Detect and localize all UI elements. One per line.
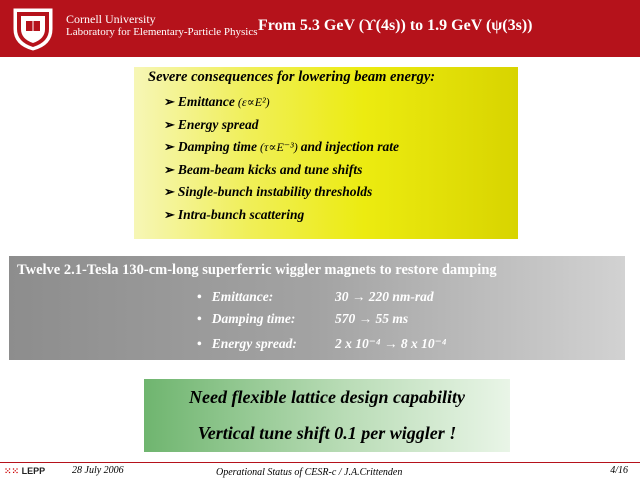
footer-date: 28 July 2006 (72, 465, 124, 476)
page-number: 4/16 (610, 465, 628, 476)
consequences-list (164, 91, 399, 226)
wiggler-heading: Twelve 2.1-Tesla 130-cm-long superferric wiggler magnets to restore damping (17, 262, 497, 278)
wiggler-row-energy-spread: • Energy spread: 2 x 10⁻⁴ → 8 x 10⁻⁴ (197, 336, 447, 351)
org-line-1: Cornell University (66, 12, 156, 26)
consequences-box (134, 67, 518, 239)
lepp-logo: ⁙⁙ LEPP (4, 466, 46, 476)
conclusion-line-2: Vertical tune shift 0.1 per wiggler ! (197, 423, 457, 443)
conclusion-box (144, 379, 510, 452)
bullet-icon: • (197, 311, 202, 326)
arrow-bullet-icon: ➢ (164, 206, 175, 222)
lepp-logo-icon: ⁙⁙ (4, 466, 20, 476)
bullet-icon: • (197, 336, 202, 351)
slide-footer (0, 462, 640, 481)
title-bar (0, 0, 640, 57)
arrow-bullet-icon: ➢ (164, 184, 175, 199)
list-item: ➢ Intra-bunch scattering (164, 206, 305, 222)
arrow-bullet-icon: ➢ (164, 116, 175, 132)
list-item: ➢ Single-bunch instability thresholds (164, 184, 373, 199)
organization-name (66, 13, 258, 39)
emittance-formula: (ε∝E²) (237, 95, 270, 109)
list-item: ➢ Energy spread (164, 116, 259, 132)
consequences-heading: Severe consequences for lowering beam energy: (148, 69, 436, 85)
cornell-seal-icon (6, 5, 60, 52)
arrow-bullet-icon: ➢ (164, 94, 175, 109)
arrow-bullet-icon: ➢ (164, 139, 175, 154)
slide-title: From 5.3 GeV (ϒ(4s)) to 1.9 GeV (ψ(3s)) (258, 17, 533, 34)
wiggler-row-emittance: • Emittance: 30 → 220 nm-rad (197, 289, 434, 304)
footer-caption: Operational Status of CESR-c / J.A.Crittenden (216, 467, 403, 478)
list-item: ➢ Beam-beam kicks and tune shifts (164, 161, 363, 177)
arrow-bullet-icon: ➢ (164, 161, 175, 177)
wiggler-row-damping: • Damping time: 570 → 55 ms (197, 311, 409, 326)
damping-formula: (τ∝E⁻³) (260, 140, 298, 154)
list-item: ➢ Emittance (ε∝E²) (164, 91, 399, 114)
list-item: ➢ Damping time (τ∝E⁻³) and injection rate (164, 136, 399, 159)
bullet-icon: • (197, 289, 202, 304)
conclusion-line-1: Need flexible lattice design capability (189, 387, 465, 407)
org-line-2: Laboratory for Elementary-Particle Physics (66, 26, 258, 38)
wiggler-box (9, 256, 625, 360)
